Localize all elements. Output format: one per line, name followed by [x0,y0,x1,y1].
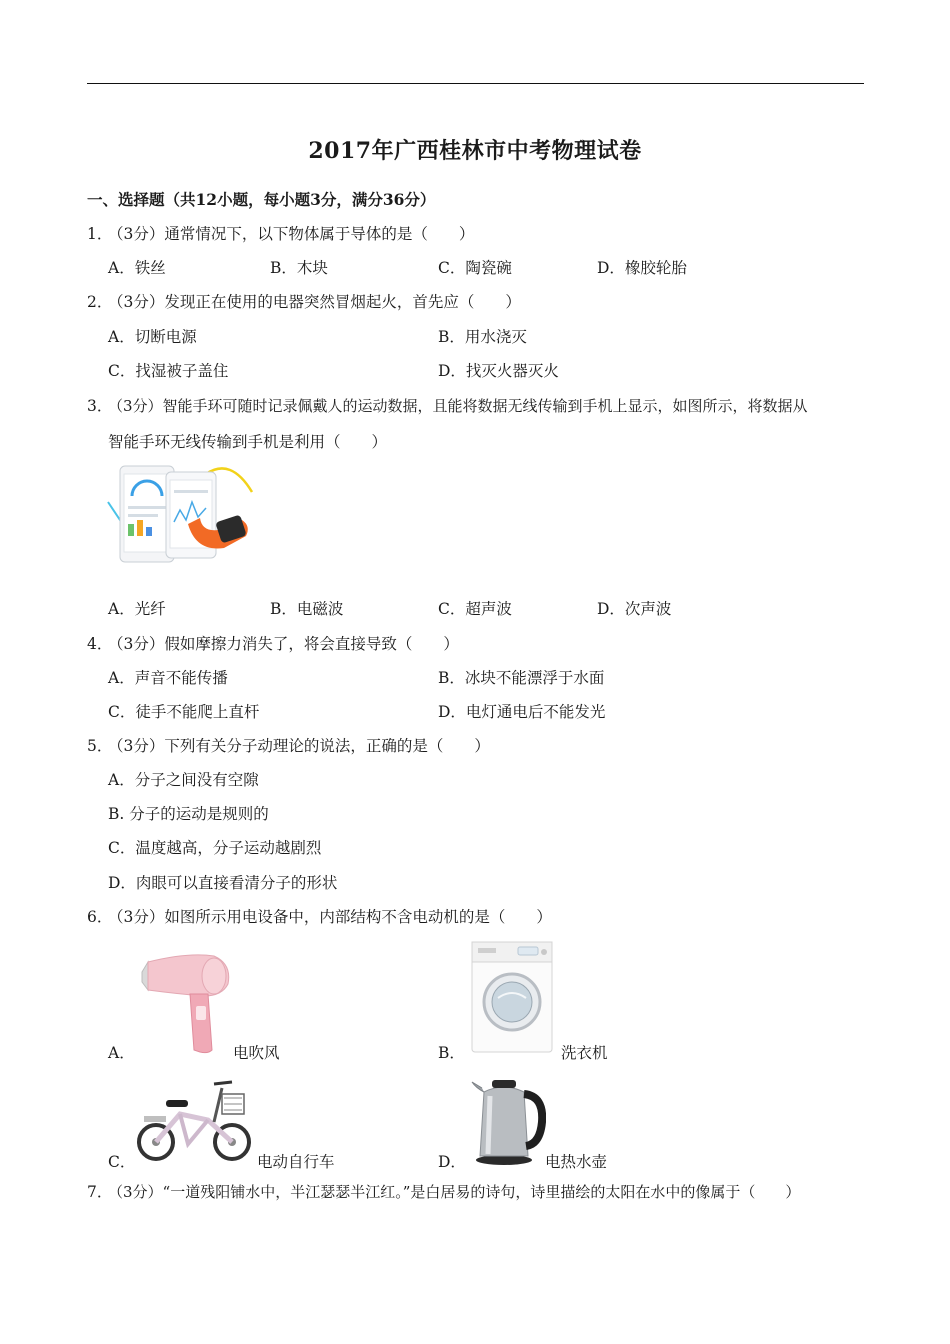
q6-option-c-letter: C． [108,1153,136,1171]
q7-number: 7． [87,1183,113,1201]
q6-option-b-label: 洗衣机 [561,1044,608,1062]
q3-stem-line1: （3分）智能手环可随时记录佩戴人的运动数据，且能将数据无线传输到手机上显示，如图所示，将数据从 [108,397,808,415]
q5-option-a: A．分子之间没有空隙 [108,771,259,789]
q3-option-b: B．电磁波 [270,600,344,618]
washing-machine-image [468,940,556,1054]
q2-number: 2． [87,293,113,311]
q5-number: 5． [87,737,113,755]
q2-option-d: D．找灭火器灭火 [438,362,559,380]
q6-option-d-letter: D． [438,1153,466,1171]
q7-stem: （3分）“一道残阳铺水中，半江瑟瑟半江红。”是白居易的诗句，诗里描绘的太阳在水中的像属于（ ） [108,1183,801,1201]
q1-option-c: C．陶瓷碗 [438,259,512,277]
q2-option-c: C．找湿被子盖住 [108,362,229,380]
q5-option-d: D．肉眼可以直接看清分子的形状 [108,874,338,892]
q6-option-a-label: 电吹风 [233,1044,280,1062]
hair-dryer-image [138,950,232,1054]
q4-stem: （3分）假如摩擦力消失了，将会直接导致（ ） [108,635,459,653]
q3-option-c: C．超声波 [438,600,512,618]
q1-option-a: A．铁丝 [108,259,166,277]
q2-option-a: A．切断电源 [108,328,197,346]
section-heading: 一、选择题（共12小题，每小题3分，满分36分） [87,190,436,209]
q6-option-b-letter: B． [438,1044,465,1062]
q1-option-b: B．木块 [270,259,328,277]
q1-stem: （3分）通常情况下，以下物体属于导体的是（ ） [108,225,475,243]
q1-option-d: D．橡胶轮胎 [597,259,687,277]
electric-kettle-image [470,1074,546,1166]
q3-stem-line2: 智能手环无线传输到手机是利用（ ） [108,433,388,451]
q5-option-b: B. 分子的运动是规则的 [108,805,269,823]
q4-option-b: B．冰块不能漂浮于水面 [438,669,605,687]
q4-option-c: C．徒手不能爬上直杆 [108,703,260,721]
electric-bicycle-image [136,1074,252,1164]
page-title: 2017年广西桂林市中考物理试卷 [308,138,642,164]
q6-number: 6． [87,908,113,926]
q1-number: 1． [87,225,113,243]
header-rule [87,83,864,84]
q3-option-a: A．光纤 [108,600,166,618]
q5-option-c: C．温度越高，分子运动越剧烈 [108,839,322,857]
q6-option-c-label: 电动自行车 [257,1153,335,1171]
q4-option-a: A．声音不能传播 [108,669,228,687]
q5-stem: （3分）下列有关分子动理论的说法，正确的是（ ） [108,737,490,755]
q6-option-a-letter: A． [108,1044,135,1062]
q3-option-d: D．次声波 [597,600,672,618]
q6-option-d-label: 电热水壶 [545,1153,608,1171]
q3-number: 3． [87,397,113,415]
q6-stem: （3分）如图所示用电设备中，内部结构不含电动机的是（ ） [108,908,552,926]
q2-stem: （3分）发现正在使用的电器突然冒烟起火，首先应（ ） [108,293,521,311]
q4-option-d: D．电灯通电后不能发光 [438,703,606,721]
q2-option-b: B．用水浇灭 [438,328,527,346]
q4-number: 4． [87,635,113,653]
smart-band-phone-image [106,462,254,566]
